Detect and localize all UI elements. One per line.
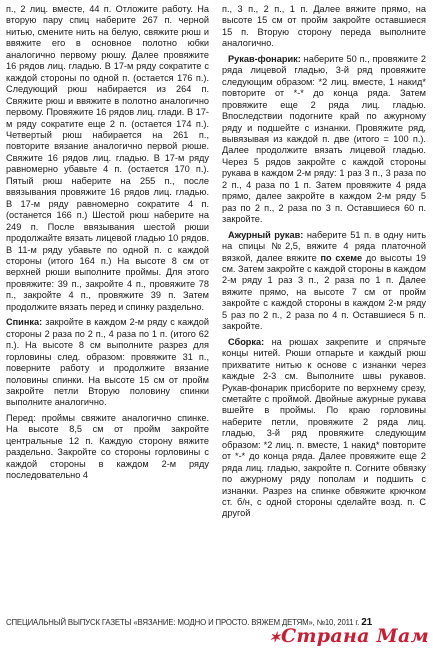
- paragraph-lantern-sleeve-body: наберите 50 п., провяжите 2 ряда лицевой гладью, 3-й ряд провяжите следующим образом: *2 лиц. вместе, 1 накид* повторите от *-* до конца ряда. Затем провяжите еще 2 ряда лиц. гладью. Впоследствии подогните край по ажурному ряду и подшейте с изнанки. Провяжите ряд, вывязывая из каждой п. две (итого = 100 п.). Далее продолжите вязать лицевой гладью. Через 5 рядов закройте с каждой стороны рукава в каждом 2-м ряду: 1 раз 3 п., 3 раза по 2 п., 4 раза по 1 п. Затем провяжите 4 ряда прямо, далее закройте в каждом 2-м ряду 5 раз по 2 п., 2 раза по 3 п. Оставшиеся 60 п. закройте.: [222, 53, 427, 225]
- site-watermark: [269, 625, 429, 647]
- paragraph-lace-sleeve: [222, 230, 426, 333]
- watermark-glyph: ✶: [268, 630, 281, 646]
- watermark-text: Страна Мам: [280, 625, 429, 647]
- section-heading-lantern-sleeve: Рукав-фонарик:: [228, 53, 301, 64]
- left-column: [6, 4, 209, 482]
- paragraph-back: [6, 317, 209, 409]
- footer-publication-text: СПЕЦИАЛЬНЫЙ ВЫПУСК ГАЗЕТЫ «ВЯЗАНИЕ: МОДНО И ПРОСТО. ВЯЖЕМ ДЕТЯМ», №10, 2011 г.: [6, 618, 360, 627]
- section-heading-assembly: Сборка:: [228, 336, 265, 347]
- paragraph-back-body: закройте в каждом 2-м ряду с каждой стороны 2 раза по 2 п., 4 раза по 1 п. (итого 62 п.). На высоте 8 см выполните разрез для горловины след. образом: провяжите 31 п., поверните работу и продолжите вязание половины спинки. На высоте 15 см от пройм закройте петли Вторую половину спинки выполните аналогично.: [6, 317, 209, 408]
- paragraph-assembly: [222, 337, 426, 520]
- right-column: [222, 4, 426, 520]
- paragraph-assembly-body: на рюшах закрепите и спрячьте концы нитей. Рюши отпарьте и каждый рюш прихватите нитью к основе с изнанки через каждые 2-3 см. Выполните швы рукавов. Рукав-фонарик присборите по верхнему срезу, сметайте с проймой. Двойные ажурные рукава вшейте в проймы. По краю горловины наберите петли, провяжите 2 ряда лиц. гладью, 3-й ряд провяжите следующим образом: *2 лиц. п. вместе, 1 накид* повторите от *-* до конца ряда. Далее провяжите еще 2 ряда лиц. гладью, закройте п. Согните обвязку по ажурному ряду пополам и подшить с изнанки. Разрез на спинке обвяжите крючком ст. б/н, с одной стороны сделайте возд. п. С другой: [222, 336, 426, 519]
- section-heading-lace-sleeve: Ажурный рукав:: [228, 229, 304, 240]
- paragraph-lace-sleeve-body-2: до высоты 19 см. Затем закройте с каждой стороны в каждом 2-м ряду 1 раз 3 п., 2 раза по 1 п. Далее вяжите прямо, на высоте 7 см от пройм закройте с каждой стороны в каждом 2-м ряду 5 раз по 2 п., 2 раза по 4 п. Оставшиеся 5 п. закройте.: [222, 252, 426, 332]
- paragraph-front: Перед: проймы свяжите аналогично спинке. На высоте 8,5 см от пройм закройте центральные 12 п. Каждую сторону вяжите раздельно. Закройте со стороны горловины с каждой стороны в каждом 2-м ряду последовательно 4: [6, 412, 209, 481]
- page-number: 21: [361, 617, 373, 628]
- paragraph-front-continued: п., 3 п., 2 п., 1 п. Далее вяжите прямо, на высоте 15 см от пройм закройте оставшиеся 15 п. Вторую сторону переда выполните аналогично.: [222, 4, 426, 49]
- paragraph-lace-sleeve-body-1: наберите 51 п. в одну нить на спицы №2,5, вяжите 4 ряда платочной вязкой, далее вяжите: [222, 229, 426, 263]
- paragraph-lantern-sleeve: [222, 54, 426, 226]
- paragraph-skirt: п., 2 лиц. вместе, 44 п. Отложите работу. На вторую пару спиц наберите 267 п. черной нитью, смените нить на белую, свяжите рюш и ввяжите его в основное полотно юбки аналогично первому рюшу. Далее провяжите 16 рядов лиц. гладью. В 17-м ряду сократите с каждой стороны по одной п. (остается 176 п.). Следующий рюш набирается из 264 п. Свяжите рюш и ввяжите в полотно аналогично первому. Провяжите 16 рядов лиц. глади. В 17-м ряду сократите еще 2 п. (остается 174 п.). Четвертый рюш набирается на 261 п., повторите вязание аналогично первой рюше. Свяжите 16 рядов лиц. гладью. В 17-м ряду равномерно убавьте 4 п. (остается 170 п.). Пятый рюш наберите на 255 п., после ввязывания провяжите 16 рядов лиц. гладью. В 17-м ряду равномерно сократите 4 п. (останется 166 п.) Шестой рюш наберите на 249 п. После ввязывания шестой рюши продолжайте вязать лицевой гладью 10 рядов. В 11-м ряду убавьте по одной п. с каждой стороны (итого 164 п.) На высоте 8 см от верхней рюши выполните проймы. Для этого провяжите: 39 п., закройте 4 п., провяжите 78 п., закройте 4 п., провяжите 39 п. Затем продолжите вязать перед и спинку раздельно.: [6, 4, 209, 312]
- section-heading-back: Спинка:: [6, 317, 43, 328]
- pattern-chart-reference: по схеме: [320, 252, 363, 263]
